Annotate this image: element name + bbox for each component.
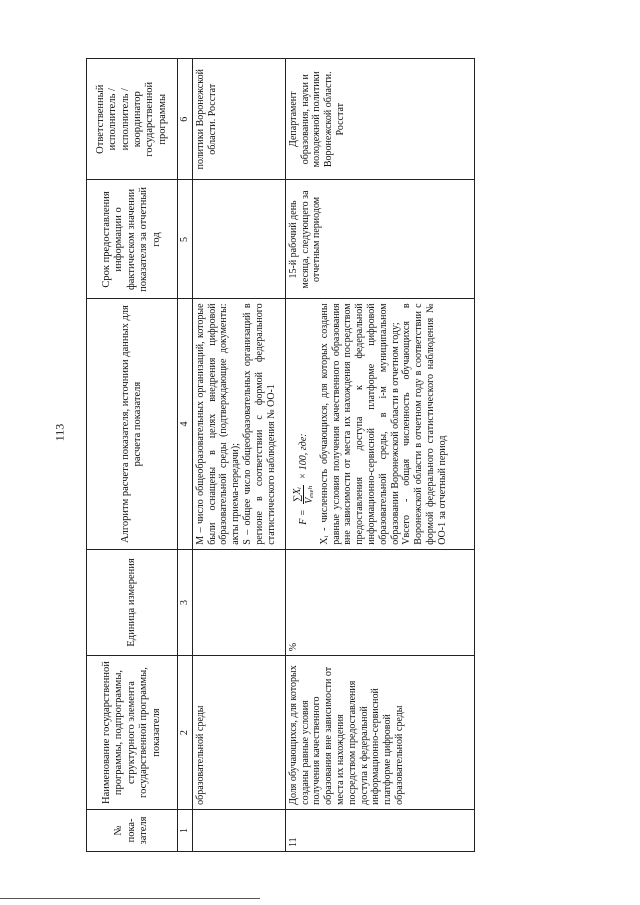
- formula-right: × 100, где:: [297, 433, 309, 480]
- responsible: политики Воронежской области. Росстат: [192, 59, 285, 180]
- formula-numerator: ∑Xᵢ: [291, 487, 303, 502]
- formula: [288, 303, 319, 544]
- formula-left: F =: [297, 509, 309, 525]
- formula-fraction: [292, 485, 315, 504]
- algorithm-v-text: Vвсего - общая численность обучающихся в Воронежской области в отчетном году в соответствии с формой федерального статистического наблюдения № ОО-1 за отчетный период: [401, 303, 448, 545]
- header-row: [87, 59, 178, 852]
- page-number: 113: [52, 423, 67, 442]
- unit: %: [285, 549, 474, 656]
- header-name: Наименование государственной программы, подпрограммы, структурного элемента государственной программы, показателя: [87, 656, 178, 810]
- formula-denominator: Vₑₓₑₕ: [303, 485, 315, 504]
- footer-rule: [0, 898, 260, 899]
- algorithm-x-text: Xᵢ - численность обучающихся, для которых созданы равные условия получения качественного образования вне зависимости от места их нахождения посредством предоставления доступа к федеральной информационно-сервисной платформе цифровой образовательной среды, в i-м муниципальном образовании Воронежской области в отчетном году;: [318, 303, 401, 545]
- rotated-table-container: [86, 58, 598, 852]
- header-deadline: Срок предоставления информации о фактическом значении показателя за отчетный год: [87, 180, 178, 299]
- header-responsible: Ответственный исполнитель / исполнитель / координатор государственной программы: [87, 59, 178, 180]
- column-number: 1: [178, 809, 193, 851]
- deadline: [192, 180, 285, 299]
- column-number: 2: [178, 656, 193, 810]
- column-number: 6: [178, 59, 193, 180]
- row-number: [192, 809, 285, 851]
- header-unit: Единица измерения: [87, 549, 178, 656]
- responsible: Департамент образования, науки и молодежной политики Воронежской области. Росстат: [285, 59, 474, 180]
- table-row: [285, 59, 474, 852]
- algorithm-m-text: M – число общеобразовательных организаций, которые были оснащены в целях внедрения цифровой образовательной среды (подтверждающие документы: акты приема-передачи);: [194, 303, 242, 545]
- column-number: 5: [178, 180, 193, 299]
- column-number-row: [178, 59, 193, 852]
- unit: [192, 549, 285, 656]
- algorithm-s-text: S – общее число общеобразовательных организаций в регионе в соответствии с формой федерального статистического наблюдения № ОО-1: [241, 303, 277, 545]
- algorithm-cell: [192, 299, 285, 549]
- indicator-name: образовательной среды: [192, 656, 285, 810]
- column-number: 3: [178, 549, 193, 656]
- indicator-name: Доля обучающихся, для которых созданы равные условия получения качественного образования вне зависимости от места их нахождения посредством предоставления доступа к федеральной информационно-сервисной платформе цифровой образовательной среды: [285, 656, 474, 810]
- header-algorithm: Алгоритм расчета показателя, источники данных для расчета показателя: [87, 299, 178, 549]
- header-number: № пока-зателя: [87, 809, 178, 851]
- column-number: 4: [178, 299, 193, 549]
- algorithm-cell: [285, 299, 474, 549]
- indicator-table: [86, 58, 475, 852]
- deadline: 15-й рабочий день месяца, следующего за отчетным периодом: [285, 180, 474, 299]
- row-number: 11: [285, 809, 474, 851]
- table-row: [192, 59, 285, 852]
